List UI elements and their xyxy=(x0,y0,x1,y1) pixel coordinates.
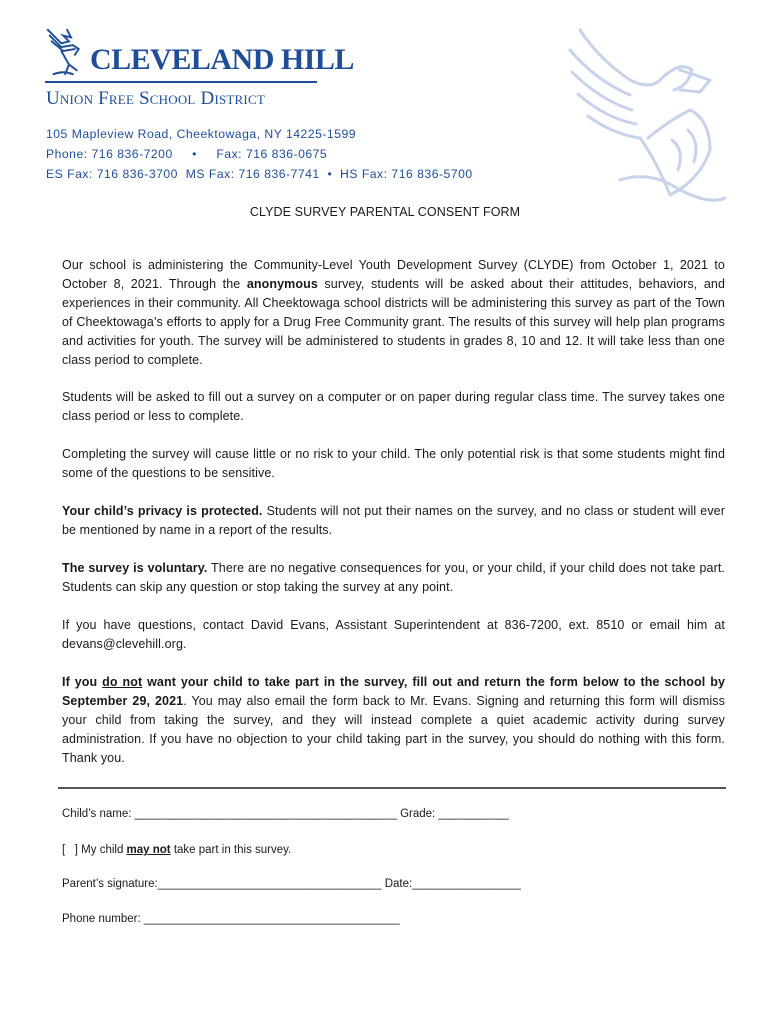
paragraph-contact: If you have questions, contact David Evans, Assistant Superintendent at 836-7200, ext. 8510 or email him at devans@clevehill.org. xyxy=(62,618,725,651)
paragraph-text: Students will not put their names on the survey, and no class or student will ever be mentioned by name in a report of the results. xyxy=(62,504,725,537)
voluntary-heading: The survey is voluntary. xyxy=(62,561,208,575)
paragraph-opt-out xyxy=(62,673,725,768)
checkbox-label: take part in this survey. xyxy=(170,844,292,856)
paragraph-text: . You may also email the form back to Mr. Evans. Signing and returning this form will dismiss your child from taking the survey, and they will instead complete a quiet academic activity during survey administration. If you have no objection to your child taking part in the survey, you should do nothing with this form. Thank you. xyxy=(62,694,725,765)
phone-number-field[interactable]: Phone number: ________________________________________ xyxy=(62,913,400,925)
paragraph-survey-method: Students will be asked to fill out a survey on a computer or on paper during regular class time. The survey takes one class period or less to complete. xyxy=(62,390,725,423)
parent-signature-field[interactable]: Parent’s signature:___________________________________ Date:_________________ xyxy=(62,878,521,890)
paragraph-risk: Completing the survey will cause little or no risk to your child. The only potential risk is that some students might find some of the questions to be sensitive. xyxy=(62,447,725,480)
district-phone-fax: Phone: 716 836-7200 • Fax: 716 836-0675 xyxy=(46,147,328,161)
paragraph-survey-intro xyxy=(62,256,725,370)
do-not-emphasis: do not xyxy=(102,675,143,689)
child-name-field[interactable]: Child’s name: _________________________________________ Grade: ___________ xyxy=(62,808,509,820)
paragraph-text: survey, students will be asked about their attitudes, behaviors, and experiences in their community. All Cheektowaga school districts will be administering this survey as part of the Town of Cheektowaga’s efforts to apply for a Drug Free Community grant. The results of this survey will help plan programs and activities for youth. The survey will be administered to students in grades 8, 10 and 12. It will take less than one class period to complete. xyxy=(62,277,725,367)
form-divider xyxy=(58,787,726,789)
district-school-fax: ES Fax: 716 836-3700 MS Fax: 716 836-7741 • HS Fax: 716 836-5700 xyxy=(46,167,473,181)
opt-out-checkbox-line[interactable] xyxy=(62,842,291,858)
may-not-emphasis: may not xyxy=(126,844,171,856)
eagle-watermark-icon xyxy=(560,20,735,215)
letterhead-rule xyxy=(45,81,317,83)
district-subtitle: Union Free School District xyxy=(46,88,265,109)
paragraph-text: Our school is administering the Community-Level Youth Development Survey (CLYDE) from October 1, 2021 to October 8, 2021. Through the xyxy=(62,258,725,291)
district-name: CLEVELAND HILL xyxy=(90,43,354,76)
opt-out-checkbox[interactable]: [ ] My child xyxy=(62,844,127,856)
opt-out-deadline: want your child to take part in the survey, fill out and return the form below to the school by September 29, 2021 xyxy=(62,675,725,708)
opt-out-text: If you xyxy=(62,675,103,689)
paragraph-text: There are no negative consequences for you, or your child, if your child does not take part. Students can skip any question or stop taking the survey at any point. xyxy=(62,561,725,594)
privacy-heading: Your child’s privacy is protected. xyxy=(62,504,263,518)
form-title: CLYDE SURVEY PARENTAL CONSENT FORM xyxy=(249,205,521,219)
paragraph-voluntary xyxy=(62,559,725,597)
paragraph-privacy xyxy=(62,502,725,540)
emphasis-text: anonymous xyxy=(246,277,318,291)
district-address: 105 Mapleview Road, Cheektowaga, NY 14225-1599 xyxy=(46,127,357,141)
